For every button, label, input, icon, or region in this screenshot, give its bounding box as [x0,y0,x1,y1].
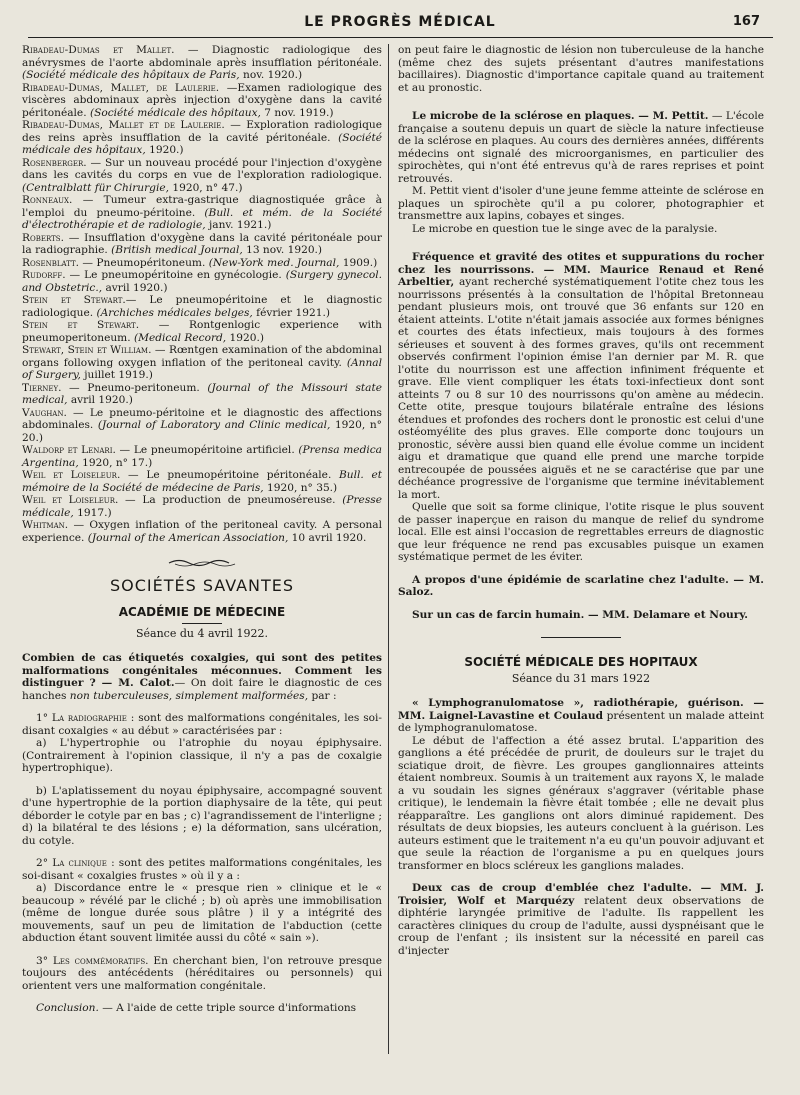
bibliography-tail: 1920, n° 17.) [78,456,153,469]
bibliography-text: — Le pneumopéritoine péritonéale. [120,469,340,481]
sclerose-title: Le microbe de la sclérose en plaques. — M. Pettit. [412,110,709,122]
bibliography-tail: 1920.) [226,331,265,344]
bibliography-tail: 1920, n° 35.) [263,481,338,494]
bibliography-source: (Presse médicale, [22,494,382,519]
bibliography-source: (Annal of Surgery, [22,356,382,381]
radiographie-a: a) L'hypertrophie ou l'atrophie du noyau épiphysaire. (Contrairement à l'opinion classique, il n'y a pas de coxalgie hypertrophique). [22,737,382,774]
bibliography-source: (Centralblatt für Chirurgie, [22,181,169,194]
bibliography-author: Roberts. [22,231,64,244]
croup-text: relatent deux observations de diphtérie laryngée primitive de l'adulte. Ils rappellent les caractères cliniques du croup de l'adulte, aussi dyspnéisant que le croup de l'enfant ; ils insistent sur la nécessité en pareil cas d'injecter [398,894,764,957]
otites-title: Fréquence et gravité des otites et suppurations du rocher chez les nourrissons. — MM. Maurice Renaud et René Arbeltier, [398,251,764,288]
bibliography-tail: nov. 1920.) [239,69,303,81]
lympho-title: « Lymphogranulomatose », radiothérapie, guérison. — MM. Laignel-Lavastine et Coulaud [398,697,764,722]
bibliography-author: Weil et Loiseleur. [22,469,121,481]
bibliography-text: — Pneumopéritoneum. [79,256,209,269]
bibliography-text: — Le pneumo-péritoine et le diagnostic des affections abdominales. [22,406,382,431]
croup-paragraph [398,882,764,957]
conclusion-paragraph [22,1002,382,1015]
bibliography-text: —Examen radiologique des viscères abdominaux après injection d'oxygène dans la cavité péritonéale. [22,81,382,119]
conclusion-text: — A l'aide de cette triple source d'informations [98,1002,357,1014]
bibliography-source: Bull. et mémoire de la Société de médecine de Paris, [22,469,382,494]
lympho-text: présentent un malade atteint de lymphogranulomatose. [398,709,764,734]
bibliography-text: — Le pneumopéritoine artificiel. [115,444,299,456]
bibliography-entry [22,294,382,319]
calot-title: Combien de cas étiquetés coxalgies, qui sont des petites malformations congénitales méconnues. Comment les distinguer ? — M. Calot. [22,652,382,689]
bibliography-source: (Medical Record, [133,331,227,344]
bibliography-entry [22,157,382,195]
bibliography-tail: février 1921.) [252,306,330,319]
bibliography-author: Tierney. [22,381,62,394]
sclerose-p2: M. Pettit vient d'isoler d'une jeune femme atteinte de sclérose en plaques un spirochète qu'il a pu colorer, photographier et transmettre aux lapins, cobayes et singes. [398,185,764,222]
bibliography-author: Rosenblatt. [22,256,80,269]
commemoratifs-text: En cherchant bien, l'on retrouve presque toujours des antécédents (héréditaires ou personnels) qui orientent vers une malformation congénitale. [22,954,382,992]
bibliography-source: (Prensa medica Argentina, [22,444,382,469]
bibliography-tail: juillet 1919.) [80,369,153,381]
bibliography-text: — Exploration radiologique des reins après insufflation de la cavité péritonéale. [22,119,382,144]
bibliography-source: (Archiches médicales belges, [96,306,253,319]
bibliography-entry [22,444,382,469]
bibliography-text: — Rontgenlogic experience with pneumoperitoneum. [22,319,383,344]
bibliography-source: (Société médicale des hôpitaux de Paris, [22,69,240,81]
bibliography-author: Waldorp et Lenari. [22,444,116,456]
bibliography-list [22,44,382,544]
bibliography-author: Stein et Stewart. [22,319,140,331]
journal-title: LE PROGRÈS MÉDICAL [304,14,496,30]
bibliography-text: — Tumeur extra-gastrique diagnostiquée grâce à l'emploi du pneumo-péritoine. [22,194,382,219]
bibliography-author: Stewart, Stein et William. [22,344,152,356]
bibliography-entry [22,119,382,157]
bibliography-entry [22,382,382,407]
hospital-session: Séance du 31 mars 1922 [511,671,651,685]
scarlatine-item: A propos d'une épidémie de scarlatine chez l'adulte. — M. Saloz. [398,573,764,598]
bibliography-tail: avril 1920.) [102,281,168,294]
clinique-a: a) Discordance entre le « presque rien » clinique et le « beaucoup » révélé par le cliché ; b) où après une immobilisation (même de longue durée sous plâtre ) il y a intégrité des mouvements, sauf un peu de limitation de l'abduction (cette abduction étant souvent limitée aussi du côté « sain »). [22,882,382,944]
section-rule [541,637,621,638]
bibliography-author: Ronneaux. [22,194,73,206]
column-divider [388,44,389,1054]
otites-p2: Quelle que soit sa forme clinique, l'otite risque le plus souvent de passer inaperçue en raison du manque de relief du syndrome local. Elle est ainsi l'occasion de regrettables erreurs de diagnostic que leur fréquence ne rend pas excusables puisque un examen systématique permet de les éviter. [398,501,764,563]
radiographie-paragraph [22,712,382,737]
bibliography-tail: 1920.) [145,144,184,156]
bibliography-text: — Insufflation d'oxygène dans la cavité péritonéale pour la radiographie. [22,231,382,256]
bibliography-source: (Bull. et mém. de la Société d'électrothérapie et de radiologie, [22,206,382,231]
bibliography-tail: 1909.) [339,256,378,269]
bibliography-entry [22,269,382,294]
right-column [398,44,764,957]
flourish-icon [167,558,237,568]
header-rule [28,37,773,38]
calot-paragraph [22,652,382,702]
bibliography-author: Stein et Stewart. [22,294,126,306]
sclerose-text: — L'école française a soutenu depuis un quart de siècle la nature infectieuse de la sclérose en plaques. Au cours des dernières années, différents médecins ont signalé des microorganismes, en particulier des spirochètes, qui n'ont été entrevus qu'à de rares reprises et point retrouvés. [398,110,765,185]
bibliography-text: — Sur un nouveau procédé pour l'injection d'oxygène dans les cavités du corps en vue de l'exploration radiologique. [22,156,382,181]
academy-session: Séance du 4 avril 1922. [135,626,269,640]
sclerose-paragraph [398,110,764,185]
bibliography-tail: avril 1920.) [67,394,133,406]
calot-italic: non tuberculeuses, simplement malformées, [69,689,309,702]
bibliography-source: (Journal of Laboratory and Clinic medical, [97,419,331,431]
bibliography-entry [22,344,382,382]
lympho-paragraph [398,697,764,735]
lympho-p2: Le début de l'affection a été assez brutal. L'apparition des ganglions a été précédée de prurit, de douleurs sur le trajet du sciatique droit, de fièvre. Les groupes ganglionnaires atteints étaient nombreux. Soumis à un traitement aux rayons X, le malade a vu soudain les signes généraux s'aggraver (véritable phase critique), le lendemain la fièvre était tombée ; elle ne devait plus réapparaître. Les ganglions ont alors diminué rapidement. Des résultats de deux biopsies, les auteurs concluent à la guérison. Les auteurs estiment que le traitement n'a eu qu'un pouvoir adjuvant et que seule la réaction de l'organisme a pu en quelques jours transformer en blocs scléreux les ganglions malades. [398,734,764,872]
bibliography-text: — Le pneumopéritoine en gynécologie. [65,269,286,281]
bibliography-source: (British medical Journal, [111,244,243,256]
calot-continuation: on peut faire le diagnostic de lésion non tuberculeuse de la hanche (même chez des sujets présentant d'autres manifestations bacillaires). Diagnostic d'importance capitale quand au traitement et au pronostic. [398,44,764,94]
calot-end: par : [308,689,337,702]
bibliography-tail: janv. 1921.) [205,219,272,231]
bibliography-text: — La production de pneumoséreuse. [118,494,343,506]
bibliography-entry [22,194,382,232]
radiographie-b: b) L'aplatissement du noyau épiphysaire, accompagné souvent d'une hypertrophie de la portion diaphysaire de la tête, qui peut déborder le cotyle par en bas ; c) l'agrandissement de l'interligne ; d) la bilatéral te des lésions ; e) la déformation, sans ulcération, du cotyle. [22,784,382,847]
bibliography-text: — Diagnostic radiologique des anévrysmes de l'aorte abdominale après insufflation péritonéale. [22,44,382,69]
bibliography-tail: 1917.) [73,506,112,519]
bibliography-entry [22,82,382,120]
hospital-society-title: SOCIÉTÉ MÉDICALE DES HOPITAUX [464,655,698,669]
bibliography-source: (Société médicale des hôpitaux, [89,106,261,119]
bibliography-tail: 1920, n° 47.) [168,181,243,194]
otites-paragraph [398,251,764,501]
bibliography-author: Ribadeau-Dumas, Mallet et de Laulerie. [22,119,225,131]
title-rule [182,623,222,624]
bibliography-author: Rosenberger. [22,156,87,169]
ornament-divider [22,558,382,572]
bibliography-text: — Rœntgen examination of the abdominal organs following oxygen inflation of the peritoneal cavity. [22,344,382,369]
bibliography-entry [22,319,382,344]
bibliography-author: Rudorff. [22,269,66,281]
conclusion-label: Conclusion. [36,1002,99,1014]
croup-title: Deux cas de croup d'emblée chez l'adulte. — MM. J. Troisier, Wolf et Marquézy [398,882,764,907]
farcin-item: Sur un cas de farcin humain. — MM. Delamare et Noury. [412,608,748,621]
bibliography-author: Weil et Loiseleur. [22,494,119,506]
bibliography-source: (Société médicale des hôpitaux, [22,131,382,156]
bibliography-author: Whitman. [22,519,69,531]
sclerose-p3: Le microbe en question tue le singe avec de la paralysie. [412,222,718,235]
bibliography-tail: 10 avril 1920. [288,531,367,544]
radiographie-text: : sont des malformations congénitales, les soi-disant coxalgies « au début » caractérisées par : [22,712,382,737]
bibliography-source: (Surgery gynecol. and Obstetric., [22,269,382,294]
bibliography-author: Ribadeau-Dumas, Mallet, de Laulerie. [22,81,220,94]
clinique-label: 2° La clinique [36,857,107,869]
page-number: 167 [732,14,760,29]
commemoratifs-label: 3° Les commémoratifs. [36,954,149,967]
bibliography-entry [22,44,382,82]
bibliography-entry [22,407,382,445]
bibliography-author: Ribadeau-Dumas et Mallet. [22,44,175,56]
calot-text: — On doit faire le diagnostic de ces hanches [22,677,382,702]
bibliography-source: (New-York med. Journal, [208,256,340,269]
clinique-text: : sont des petites malformations congénitales, les soi-disant « coxalgies frustes » où il y a : [22,857,382,882]
bibliography-text: — Le pneumopéritoine et le diagnostic radiologique. [22,294,383,319]
bibliography-tail: 7 nov. 1919.) [260,106,334,119]
bibliography-entry [22,469,382,494]
otites-text: ayant recherché systématiquement l'otite chez tous les nourrissons présentés à la consultation de l'hôpital Bretonneau pendant plusieurs mois, ont trouvé que 36 enfants sur 120 en étaient atteints. L'otite n'était jamais associée aux formes bénignes et courtes des états infectieux, mais toujours à des formes sérieuses et souvent à des formes graves, qu'ils ont recemment observés confirment l'opinion émise l'an dernier par M. R. que l'otite du nourrisson est une affection infiniment fréquente et grave. Elle vient compliquer les états toxi-infectieux dont sont atteints 7 ou 8 sur 10 des nourrissons qu'on amène au médecin. Cette otite, presque toujours bilatérale entraîne des lésions étendues et profondes des rochers dont le pronostic est celui d'une ostéomyélite des plus graves. Elle comporte donc toujours un pronostic, sévère aussi bien quand elle évolue comme un incident aigu et dramatique que quand elle prend une marche torpide entrecoupée de poussées aiguës et ne se caractérise que par une déchéance progressive de l'organisme que termine inévitablement la mort. [398,276,764,501]
bibliography-entry [22,494,382,519]
running-head [30,14,770,34]
bibliography-tail: 13 nov. 1920.) [242,244,323,256]
bibliography-text: — Oxygen inflation of the peritoneal cavity. A personal experience. [22,519,382,544]
bibliography-entry [22,519,382,544]
bibliography-tail: 1920, n° 20.) [22,419,382,444]
left-column [22,44,382,1015]
bibliography-author: Vaughan. [22,406,67,419]
commemoratifs-paragraph [22,955,382,993]
academy-title: ACADÉMIE DE MÉDECINE [118,605,286,619]
bibliography-entry [22,257,382,270]
bibliography-entry [22,232,382,257]
bibliography-text: — Pneumo-peritoneum. [61,381,208,394]
bibliography-source: (Journal of the American Association, [87,531,289,544]
clinique-paragraph [22,857,382,882]
bibliography-source: (Journal of the Missouri state medical, [22,381,382,406]
section-heading: SOCIÉTÉS SAVANTES [109,575,295,595]
radiographie-label: 1° La radiographie [36,712,127,724]
